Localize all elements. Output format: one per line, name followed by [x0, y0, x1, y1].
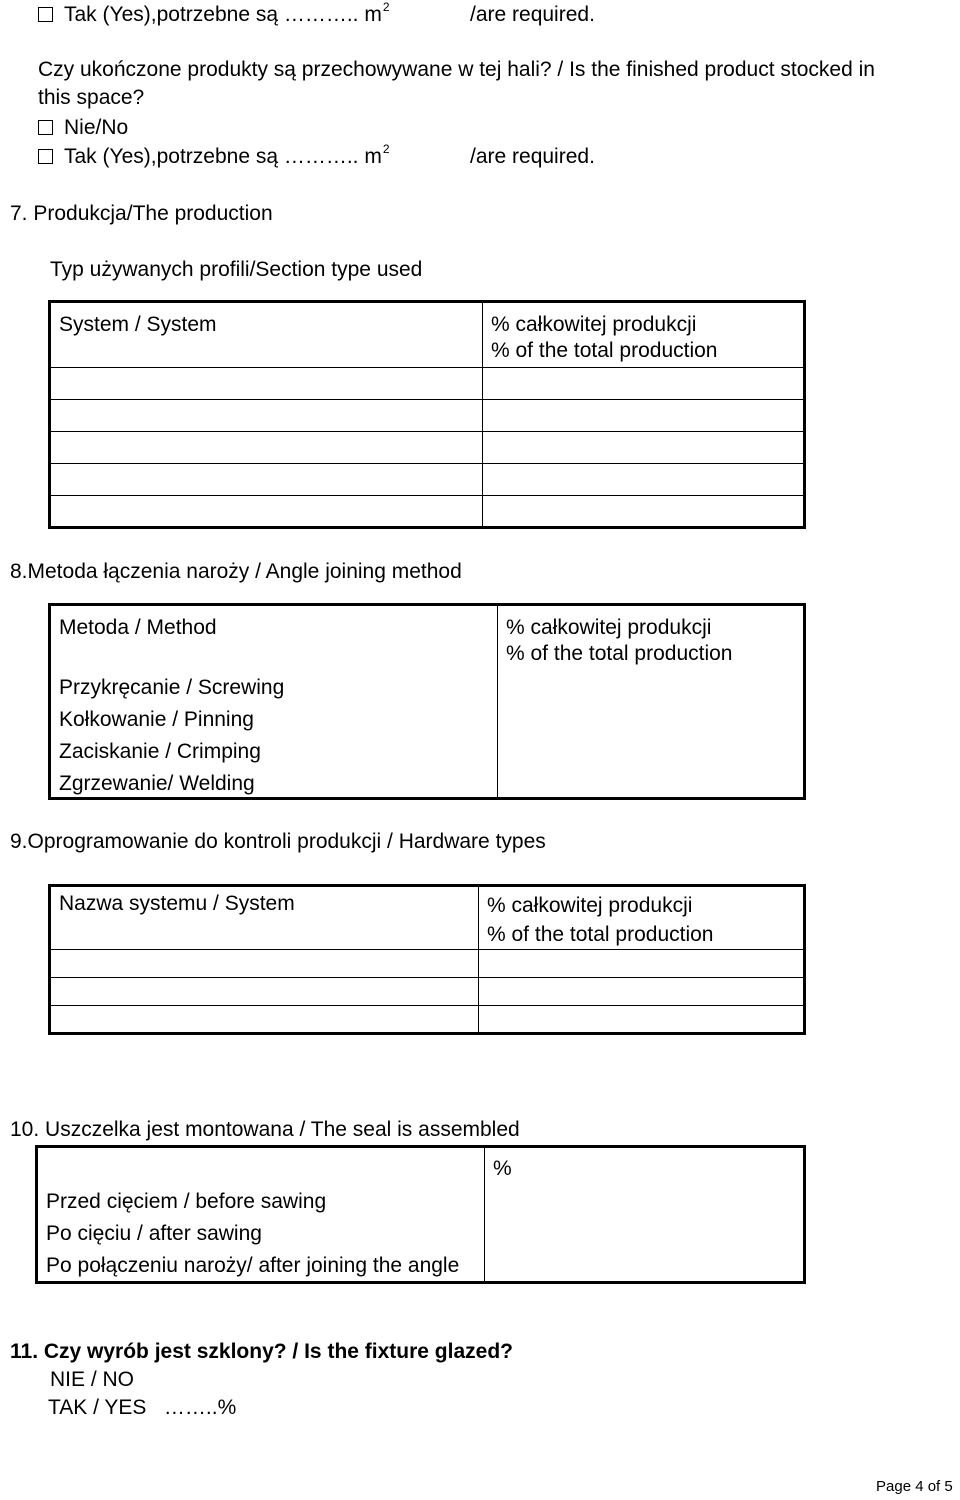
section7-table: [48, 300, 806, 529]
stock-question-line1: Czy ukończone produkty są przechowywane w tej hali? / Is the finished product stocked in: [38, 58, 875, 81]
table-cell[interactable]: [479, 1006, 805, 1034]
section8-method-cell: [50, 605, 498, 799]
table-cell[interactable]: [50, 368, 483, 400]
option-yes-required-2: Tak (Yes),potrzebne są ……….. $m^2$: [38, 145, 390, 171]
table-cell[interactable]: [50, 978, 479, 1006]
seal-option: Po połączeniu naroży/ after joining the angle: [46, 1254, 460, 1277]
seal-option: Po cięciu / after sawing: [46, 1222, 262, 1245]
section10-table: [35, 1145, 806, 1284]
page-number: Page 4 of 5: [876, 1478, 953, 1495]
required-label-2: /are required.: [470, 145, 595, 168]
section11-heading: 11. Czy wyrób jest szklony? / Is the fixture glazed?: [10, 1340, 513, 1363]
table-cell[interactable]: [479, 950, 805, 978]
table-cell[interactable]: [483, 496, 805, 528]
section7-col1-header: System / System: [50, 302, 483, 368]
section9-table: [48, 884, 806, 1035]
section9-heading: 9.Oprogramowanie do kontroli produkcji / Hardware types: [10, 830, 546, 853]
glazed-option-no: NIE / NO: [50, 1368, 135, 1391]
section8-col1-header: Metoda / Method: [59, 616, 217, 639]
method-item: Kołkowanie / Pinning: [59, 708, 254, 731]
checkbox[interactable]: [38, 7, 53, 22]
section9-col1-header: Nazwa systemu / System: [50, 886, 479, 950]
option-no: Nie/No: [38, 116, 128, 140]
section8-col2-header[interactable]: % całkowitej produkcji % of the total production: [498, 605, 805, 799]
method-item: Zgrzewanie/ Welding: [59, 772, 255, 795]
table-cell[interactable]: [483, 464, 805, 496]
table-cell[interactable]: [483, 368, 805, 400]
checkbox[interactable]: [38, 149, 53, 164]
table-cell[interactable]: [50, 400, 483, 432]
section10-rows-cell: [37, 1147, 485, 1283]
table-cell[interactable]: [50, 464, 483, 496]
required-label-1: /are required.: [470, 3, 595, 26]
section8-table: [48, 603, 806, 800]
table-cell[interactable]: [50, 432, 483, 464]
section9-col2-header: % całkowitej produkcji % of the total production: [479, 886, 805, 950]
section10-heading: 10. Uszczelka jest montowana / The seal is assembled: [10, 1118, 520, 1141]
stock-question-line2: this space?: [38, 86, 145, 109]
table-cell[interactable]: [50, 496, 483, 528]
seal-option: Przed cięciem / before sawing: [46, 1190, 327, 1213]
option-yes-required-1: Tak (Yes),potrzebne są ……….. $m^2$: [38, 3, 390, 29]
section7-heading: 7. Produkcja/The production: [10, 202, 273, 225]
section7-col2-header: % całkowitej produkcji % of the total production: [483, 302, 805, 368]
section8-heading: 8.Metoda łączenia naroży / Angle joining method: [10, 560, 462, 583]
table-cell[interactable]: [479, 978, 805, 1006]
section7-subheading: Typ używanych profili/Section type used: [50, 258, 423, 281]
table-cell[interactable]: [50, 950, 479, 978]
table-cell[interactable]: [483, 432, 805, 464]
checkbox[interactable]: [38, 120, 53, 135]
table-cell[interactable]: [50, 1006, 479, 1034]
method-item: Przykręcanie / Screwing: [59, 676, 285, 699]
table-cell[interactable]: [483, 400, 805, 432]
method-item: Zaciskanie / Crimping: [59, 740, 261, 763]
section10-col2-header[interactable]: %: [485, 1147, 805, 1283]
glazed-option-yes: TAK / YES ……..%: [48, 1396, 237, 1419]
